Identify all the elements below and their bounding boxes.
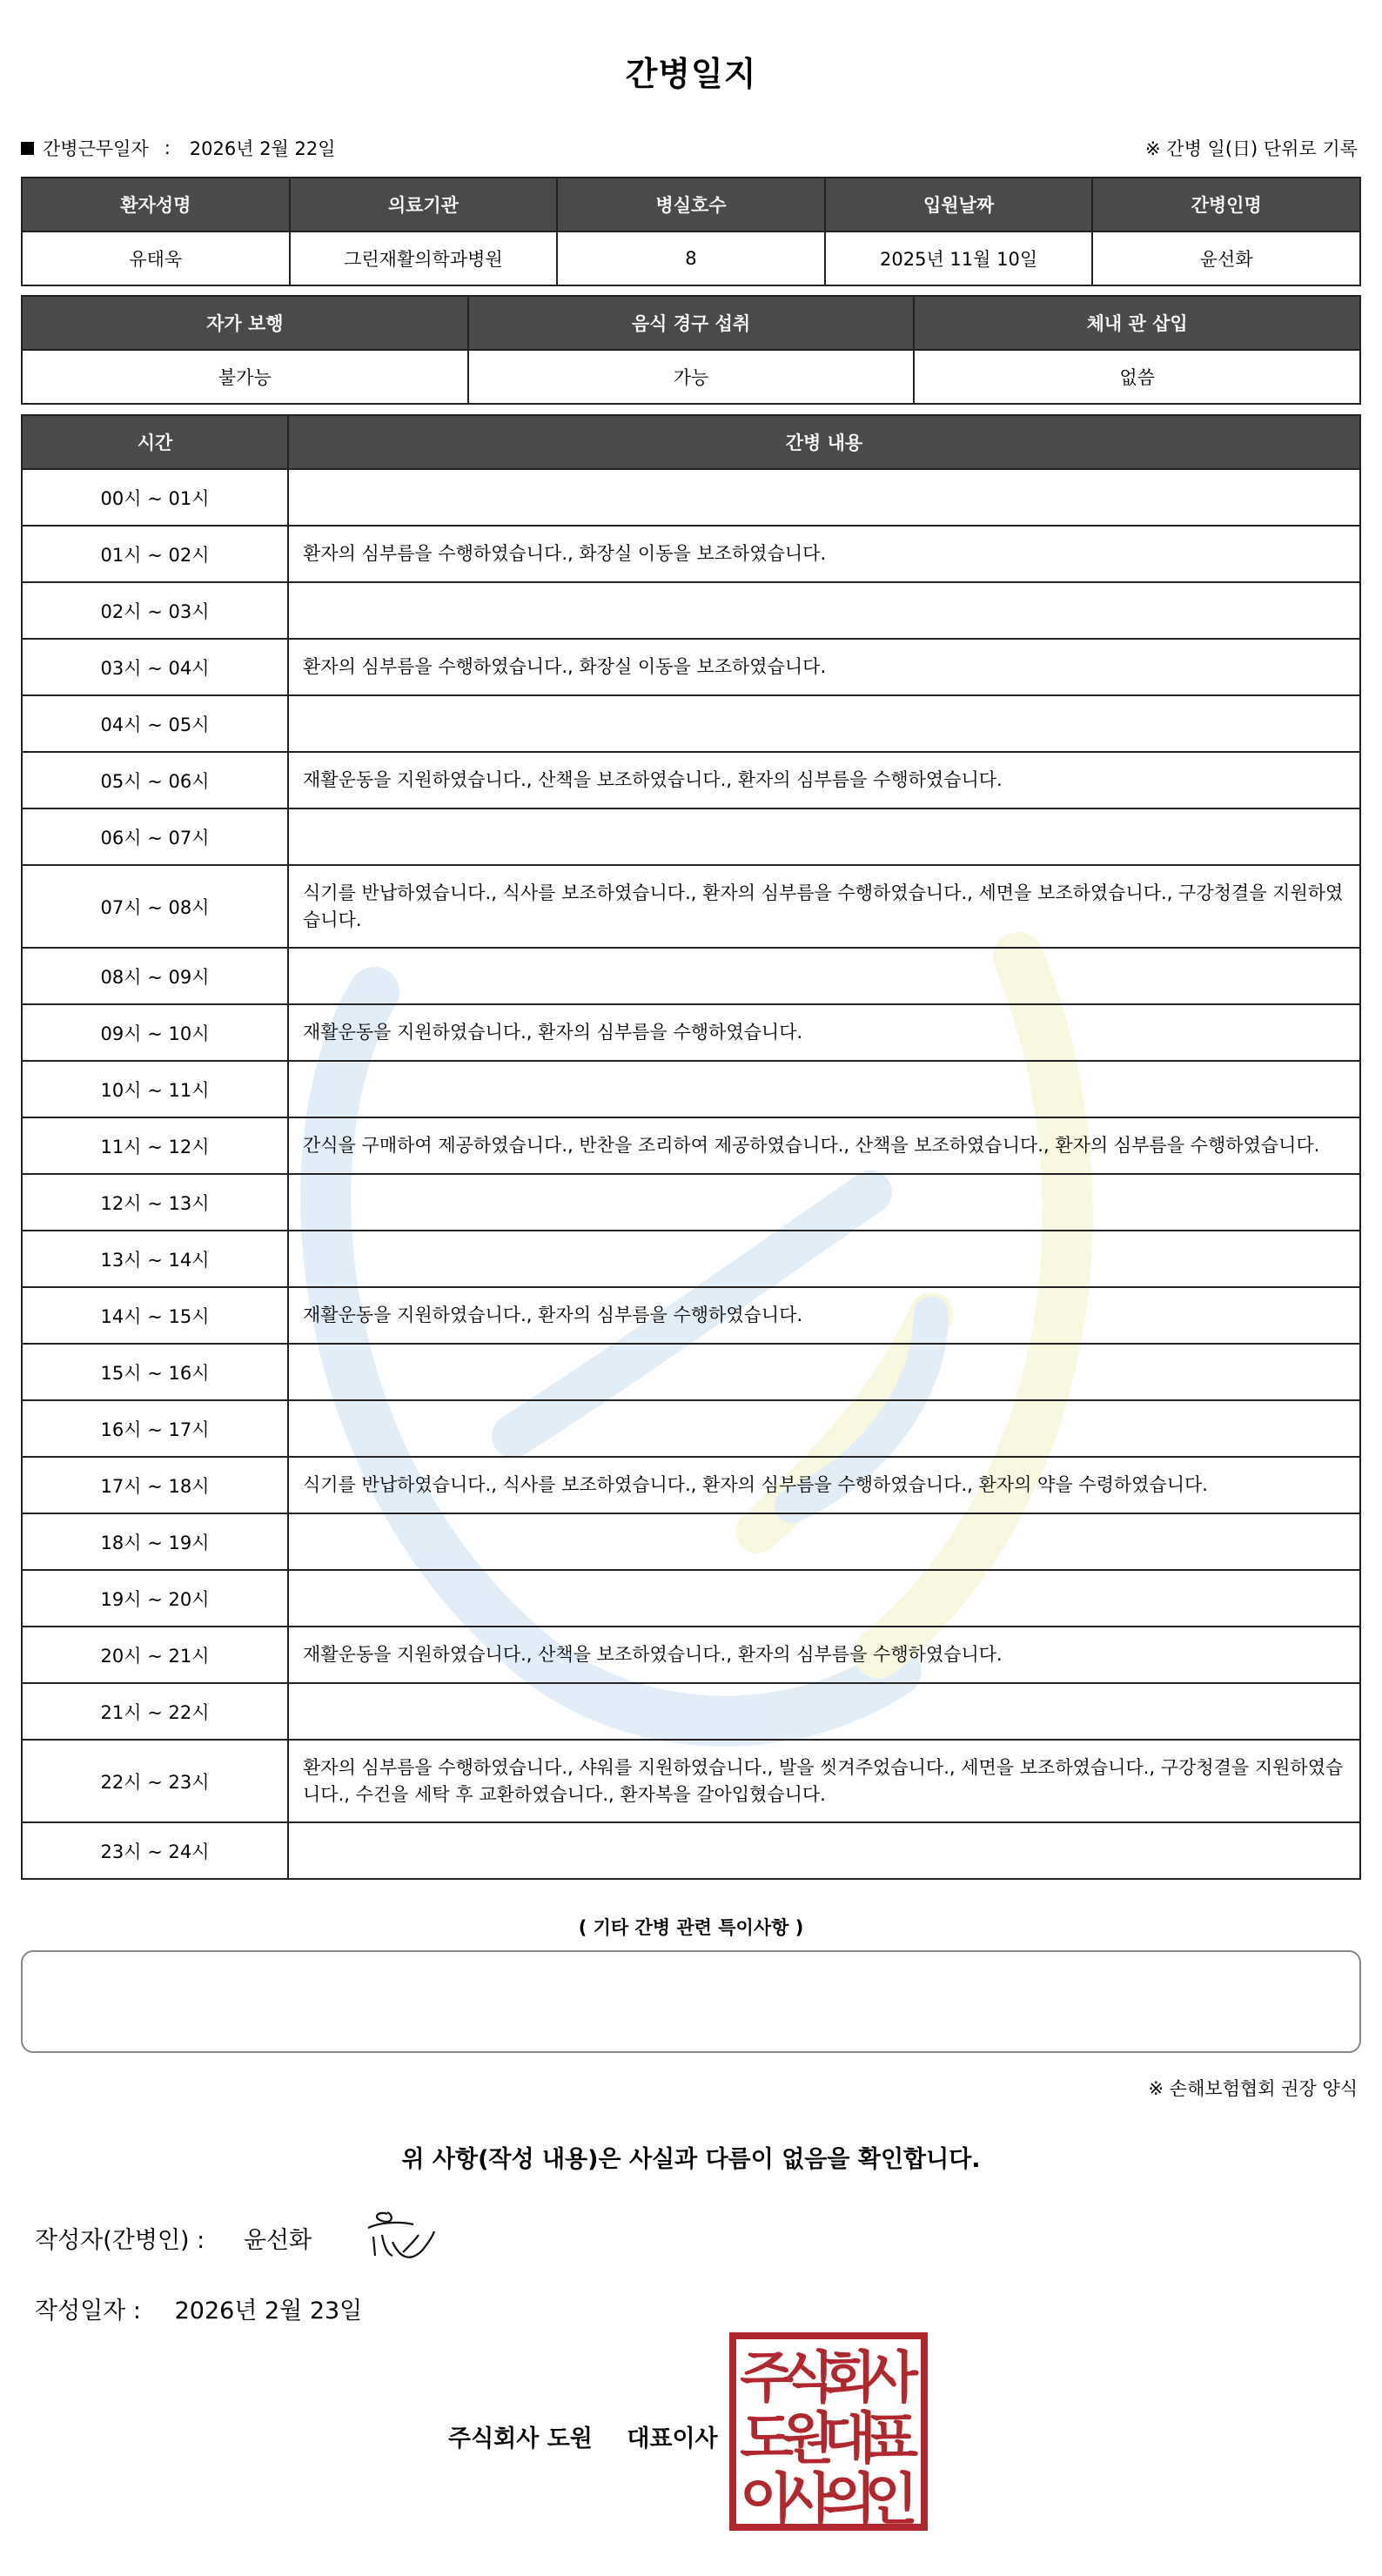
care-log-time: 15시 ~ 16시 [22, 1344, 288, 1400]
care-log-content: 간식을 구매하여 제공하였습니다., 반찬을 조리하여 제공하였습니다., 산책을 보조하였습니다., 환자의 심부름을 수행하였습니다. [288, 1117, 1360, 1174]
company-name: 주식회사 도원 [448, 2425, 593, 2452]
care-log-content [288, 469, 1360, 526]
care-log-row [22, 1740, 1360, 1822]
care-log-row [22, 1287, 1360, 1344]
care-log-row [22, 948, 1360, 1004]
write-date-label: 작성일자 : [35, 2298, 142, 2324]
care-log-content: 식기를 반납하였습니다., 식사를 보조하였습니다., 환자의 심부름을 수행하였습니다., 환자의 약을 수령하였습니다. [288, 1457, 1360, 1513]
special-notes-title: ( 기타 간병 관련 특이사항 ) [578, 1917, 804, 1938]
seal-char: 인 [864, 2468, 918, 2531]
header-care-content: 간병 내용 [288, 415, 1360, 469]
care-log-row [22, 808, 1360, 865]
patient-name: 유태욱 [22, 231, 290, 285]
care-log-time: 16시 ~ 17시 [22, 1400, 288, 1457]
care-log-time: 10시 ~ 11시 [22, 1061, 288, 1117]
care-log-content: 재활운동을 지원하였습니다., 환자의 심부름을 수행하였습니다. [288, 1004, 1360, 1061]
header-admission-date: 입원날짜 [825, 178, 1093, 231]
work-date [21, 135, 336, 161]
header-oral-intake: 음식 경구 섭취 [468, 296, 915, 350]
care-log-row [22, 752, 1360, 808]
writer-line [35, 2221, 312, 2255]
care-log-time: 17시 ~ 18시 [22, 1457, 288, 1513]
care-log-row [22, 1822, 1360, 1879]
care-log-row [22, 1004, 1360, 1061]
care-log-time: 08시 ~ 09시 [22, 948, 288, 1004]
patient-status-header-row [22, 296, 1360, 350]
header-time: 시간 [22, 415, 288, 469]
handwritten-signature [352, 2202, 448, 2271]
care-log-row [22, 469, 1360, 526]
care-log-content [288, 808, 1360, 865]
care-log-content [288, 948, 1360, 1004]
care-log-row [22, 1400, 1360, 1457]
care-log-row [22, 639, 1360, 695]
care-log-row [22, 1174, 1360, 1231]
association-form-note: ※ 손해보험협회 권장 양식 [1148, 2078, 1358, 2099]
care-log-content [288, 1570, 1360, 1627]
care-log-time: 03시 ~ 04시 [22, 639, 288, 695]
patient-info-table [21, 177, 1361, 286]
patient-info-value-row [22, 231, 1360, 285]
care-log-time: 07시 ~ 08시 [22, 865, 288, 948]
self-walking-value: 불가능 [22, 350, 468, 404]
seal-char: 도 [740, 2407, 794, 2472]
care-log-row [22, 1627, 1360, 1683]
seal-char: 원 [781, 2407, 835, 2472]
company-representative: 대표이사 [627, 2425, 718, 2452]
care-log-body [22, 469, 1360, 1879]
care-log-time: 18시 ~ 19시 [22, 1513, 288, 1570]
care-log-time: 22시 ~ 23시 [22, 1740, 288, 1822]
seal-char: 사 [864, 2346, 918, 2411]
caregiver-name: 윤선화 [1092, 231, 1360, 285]
hospital-name: 그린재활의학과병원 [290, 231, 558, 285]
daily-record-note: ※ 간병 일(日) 단위로 기록 [1145, 138, 1358, 159]
header-tube-insertion: 체내 관 삽입 [914, 296, 1360, 350]
company-signature-line [448, 2419, 718, 2453]
care-log-content: 환자의 심부름을 수행하였습니다., 화장실 이동을 보조하였습니다. [288, 639, 1360, 695]
care-log-time: 23시 ~ 24시 [22, 1822, 288, 1879]
patient-status-table [21, 295, 1361, 405]
care-log-content [288, 1822, 1360, 1879]
header-patient-name: 환자성명 [22, 178, 290, 231]
tube-insertion-value: 없씀 [914, 350, 1360, 404]
care-log-time: 05시 ~ 06시 [22, 752, 288, 808]
patient-status-value-row [22, 350, 1360, 404]
hourly-care-log-table [21, 414, 1361, 1880]
care-log-row [22, 582, 1360, 639]
seal-char: 표 [864, 2407, 918, 2472]
care-log-content: 환자의 심부름을 수행하였습니다., 화장실 이동을 보조하였습니다. [288, 526, 1360, 582]
care-log-content: 재활운동을 지원하였습니다., 환자의 심부름을 수행하였습니다. [288, 1287, 1360, 1344]
work-date-separator: : [164, 138, 171, 158]
care-log-time: 11시 ~ 12시 [22, 1117, 288, 1174]
work-date-value: 2026년 2월 22일 [189, 138, 336, 159]
care-log-time: 13시 ~ 14시 [22, 1231, 288, 1287]
writer-name: 윤선화 [243, 2227, 312, 2254]
care-log-content: 환자의 심부름을 수행하였습니다., 샤워를 지원하였습니다., 발을 씻겨주었습니다., 세면을 보조하였습니다., 구강청결을 지원하였습니다., 수건을 세탁 후 교환하였습니다., 환자복을 갈아입혔습니다. [288, 1740, 1360, 1822]
admission-date: 2025년 11월 10일 [825, 231, 1093, 285]
header-hospital: 의료기관 [290, 178, 558, 231]
care-log-time: 04시 ~ 05시 [22, 695, 288, 752]
seal-char: 주 [740, 2346, 794, 2411]
care-log-content [288, 1683, 1360, 1740]
care-log-content [288, 582, 1360, 639]
care-log-content [288, 1513, 1360, 1570]
room-number: 8 [557, 231, 825, 285]
seal-char: 사 [781, 2468, 835, 2531]
care-log-header-row [22, 415, 1360, 469]
care-log-row [22, 1344, 1360, 1400]
care-log-content: 재활운동을 지원하였습니다., 산책을 보조하였습니다., 환자의 심부름을 수행하였습니다. [288, 752, 1360, 808]
care-log-time: 14시 ~ 15시 [22, 1287, 288, 1344]
care-log-time: 20시 ~ 21시 [22, 1627, 288, 1683]
seal-char: 의 [822, 2468, 876, 2531]
care-log-row [22, 1117, 1360, 1174]
header-caregiver: 간병인명 [1092, 178, 1360, 231]
care-log-content [288, 1344, 1360, 1400]
care-log-row [22, 1683, 1360, 1740]
care-log-content: 재활운동을 지원하였습니다., 산책을 보조하였습니다., 환자의 심부름을 수행하였습니다. [288, 1627, 1360, 1683]
care-log-content [288, 1061, 1360, 1117]
oral-intake-value: 가능 [468, 350, 915, 404]
write-date-line [35, 2291, 362, 2325]
care-log-time: 21시 ~ 22시 [22, 1683, 288, 1740]
care-log-content [288, 695, 1360, 752]
care-log-time: 02시 ~ 03시 [22, 582, 288, 639]
care-log-row [22, 526, 1360, 582]
care-log-row [22, 865, 1360, 948]
care-log-row [22, 1570, 1360, 1627]
confirmation-statement: 위 사항(작성 내용)은 사실과 다름이 없음을 확인합니다. [401, 2146, 981, 2173]
write-date-value: 2026년 2월 23일 [174, 2298, 363, 2324]
care-log-time: 19시 ~ 20시 [22, 1570, 288, 1627]
care-log-row [22, 695, 1360, 752]
seal-char: 이 [740, 2468, 794, 2531]
work-date-label: 간병근무일자 [43, 138, 149, 159]
seal-char: 대 [822, 2407, 876, 2472]
header-self-walking: 자가 보행 [22, 296, 468, 350]
care-log-time: 12시 ~ 13시 [22, 1174, 288, 1231]
header-room: 병실호수 [557, 178, 825, 231]
page-title: 간병일지 [625, 55, 757, 93]
black-square-icon [21, 142, 34, 155]
seal-char: 회 [822, 2346, 876, 2411]
care-log-content [288, 1174, 1360, 1231]
care-log-content [288, 1231, 1360, 1287]
writer-label: 작성자(간병인) : [35, 2227, 205, 2254]
care-log-row [22, 1231, 1360, 1287]
care-log-row [22, 1513, 1360, 1570]
care-log-time: 00시 ~ 01시 [22, 469, 288, 526]
care-log-content [288, 1400, 1360, 1457]
special-notes-box[interactable] [21, 1950, 1361, 2053]
care-log-row [22, 1061, 1360, 1117]
care-log-time: 06시 ~ 07시 [22, 808, 288, 865]
care-log-time: 01시 ~ 02시 [22, 526, 288, 582]
patient-info-header-row [22, 178, 1360, 231]
seal-char: 식 [781, 2346, 835, 2411]
care-log-row [22, 1457, 1360, 1513]
care-log-time: 09시 ~ 10시 [22, 1004, 288, 1061]
care-log-content: 식기를 반납하였습니다., 식사를 보조하였습니다., 환자의 심부름을 수행하였습니다., 세면을 보조하였습니다., 구강청결을 지원하였습니다. [288, 865, 1360, 948]
company-seal-stamp [729, 2332, 928, 2531]
